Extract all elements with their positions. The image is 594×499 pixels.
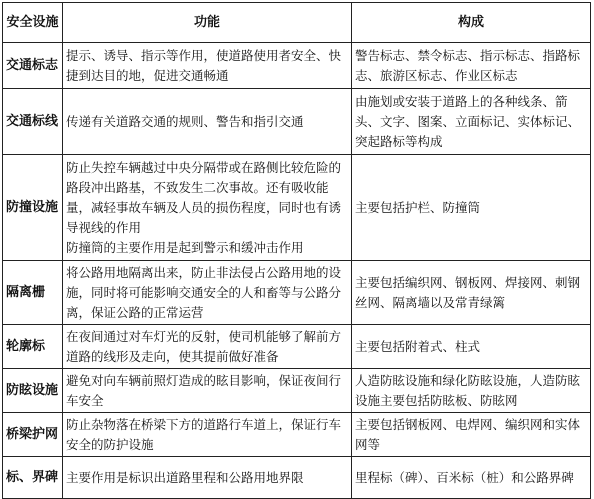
function-text: 将公路用地隔离出来，防止非法侵占公路用地的设施，同时将可能影响交通安全的人和畜等与公路分离，保证公路的正常运营 xyxy=(66,264,342,320)
facility-name-cell: 轮廓标 xyxy=(3,325,63,369)
function-cell xyxy=(63,155,352,261)
composition-cell: 主要包括编织网、钢板网、焊接网、刺钢丝网、隔离墙以及常青绿篱 xyxy=(352,261,591,325)
composition-cell: 警告标志、禁令标志、指示标志、指路标志、旅游区标志、作业区标志 xyxy=(352,43,591,89)
function-text: 主要作用是标识出道路里程和公路用地界限 xyxy=(66,469,304,485)
composition-cell: 主要包括附着式、柱式 xyxy=(352,325,591,369)
function-cell xyxy=(63,89,352,155)
composition-cell: 人造防眩设施和绿化防眩设施，人造防眩设施主要包括防眩板、防眩网 xyxy=(352,369,591,413)
function-text: 防撞筒的主要作用是起到警示和缓冲击作用 xyxy=(66,239,304,255)
table-row xyxy=(3,89,591,155)
facility-name-cell: 交通标线 xyxy=(3,89,63,155)
function-text: 传递有关道路交通的规则、警告和指引交通 xyxy=(66,113,304,129)
table-row xyxy=(3,369,591,413)
table-row xyxy=(3,413,591,457)
function-text: 避免对向车辆前照灯造成的眩目影响，保证夜间行车安全 xyxy=(66,372,342,408)
composition-cell: 主要包括钢板网、电焊网、编织网和实体网等 xyxy=(352,413,591,457)
function-cell xyxy=(63,369,352,413)
function-cell xyxy=(63,261,352,325)
table-header-row xyxy=(3,3,591,43)
facility-name-cell: 防撞设施 xyxy=(3,155,63,261)
function-text: 在夜间通过对车灯光的反射，使司机能够了解前方道路的线形及走向，使其提前做好准备 xyxy=(66,328,342,364)
function-text: 防止失控车辆越过中央分隔带或在路侧比较危险的路段冲出路基，不致发生二次事故。还有吸收能量，减轻事故车辆及人员的损伤程度，同时也有诱导视线的作用 xyxy=(66,159,342,235)
function-text: 防止杂物落在桥梁下方的道路行车道上，保证行车安全的防护设施 xyxy=(66,416,342,452)
header-function: 功能 xyxy=(63,3,352,43)
facility-name-cell: 防眩设施 xyxy=(3,369,63,413)
facility-name-cell: 桥梁护网 xyxy=(3,413,63,457)
composition-cell: 由施划或安装于道路上的各种线条、箭头、文字、图案、立面标记、实体标记、突起路标等构成 xyxy=(352,89,591,155)
function-text: 提示、诱导、指示等作用，使道路使用者安全、快捷到达目的地，促进交通畅通 xyxy=(66,47,342,83)
table-row xyxy=(3,325,591,369)
table-row xyxy=(3,43,591,89)
header-facility-name: 安全设施 xyxy=(3,3,63,43)
facility-name-cell: 标、界碑 xyxy=(3,457,63,499)
composition-cell: 里程标（碑）、百米标（桩）和公路界碑 xyxy=(352,457,591,499)
table-row xyxy=(3,457,591,499)
function-cell xyxy=(63,325,352,369)
function-cell xyxy=(63,413,352,457)
table-row xyxy=(3,155,591,261)
table-row xyxy=(3,261,591,325)
header-composition: 构成 xyxy=(352,3,591,43)
composition-cell: 主要包括护栏、防撞筒 xyxy=(352,155,591,261)
facility-name-cell: 交通标志 xyxy=(3,43,63,89)
safety-facilities-table xyxy=(2,2,591,499)
function-cell xyxy=(63,457,352,499)
facility-name-cell: 隔离栅 xyxy=(3,261,63,325)
function-cell xyxy=(63,43,352,89)
